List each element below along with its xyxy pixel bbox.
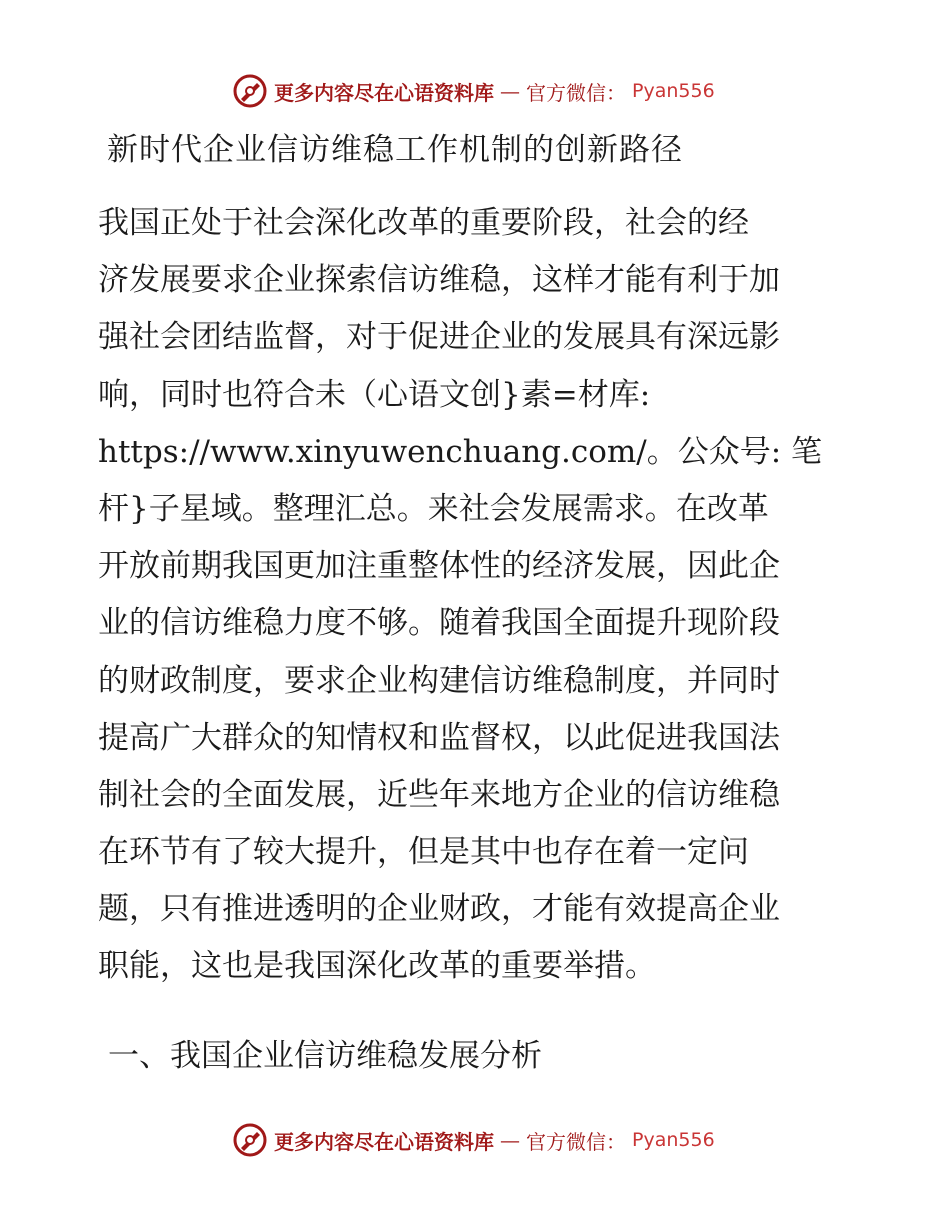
paragraph-line: https://www.xinyuwenchuang.com/。公众号: 笔	[98, 433, 823, 470]
body-paragraph	[98, 195, 854, 996]
banner-dash: —	[500, 79, 520, 103]
banner-site-text: 更多内容尽在心语资料库	[274, 80, 494, 105]
paragraph-line: 在环节有了较大提升，但是其中也存在着一定问	[98, 834, 749, 871]
paragraph-line: 响，同时也符合未（心语文创}素=材库:	[98, 376, 651, 413]
banner-wechat-label: 官方微信：	[526, 80, 626, 105]
paragraph-line: 职能，这也是我国深化改革的重要举措。	[98, 948, 656, 985]
paragraph-line: 题，只有推进透明的企业财政，才能有效提高企业	[98, 891, 780, 928]
header-banner	[232, 71, 715, 111]
paragraph-line: 开放前期我国更加注重整体性的经济发展，因此企	[98, 548, 780, 585]
paragraph-line: 济发展要求企业探索信访维稳，这样才能有利于加	[98, 262, 780, 299]
paragraph-line: 的财政制度，要求企业构建信访维稳制度，并同时	[98, 662, 780, 699]
pen-logo-icon	[232, 73, 268, 109]
banner-wechat-id: Pyan556	[632, 1129, 715, 1151]
document-title: 新时代企业信访维稳工作机制的创新路径	[107, 132, 683, 168]
paragraph-line: 制社会的全面发展，近些年来地方企业的信访维稳	[98, 776, 780, 813]
paragraph-line: 强社会团结监督，对于促进企业的发展具有深远影	[98, 319, 780, 356]
banner-wechat-label: 官方微信：	[526, 1129, 626, 1154]
paragraph-line: 业的信访维稳力度不够。随着我国全面提升现阶段	[98, 605, 780, 642]
section-heading: 一、我国企业信访维稳发展分析	[108, 1038, 542, 1074]
paragraph-line: 杆}子星域。整理汇总。来社会发展需求。在改革	[98, 490, 769, 527]
paragraph-line: 提高广大群众的知情权和监督权，以此促进我国法	[98, 719, 780, 756]
banner-wechat-id: Pyan556	[632, 80, 715, 102]
footer-banner	[232, 1120, 715, 1160]
banner-dash: —	[500, 1128, 520, 1152]
banner-site-text: 更多内容尽在心语资料库	[274, 1129, 494, 1154]
pen-logo-icon	[232, 1122, 268, 1158]
paragraph-line: 我国正处于社会深化改革的重要阶段，社会的经	[98, 205, 749, 241]
